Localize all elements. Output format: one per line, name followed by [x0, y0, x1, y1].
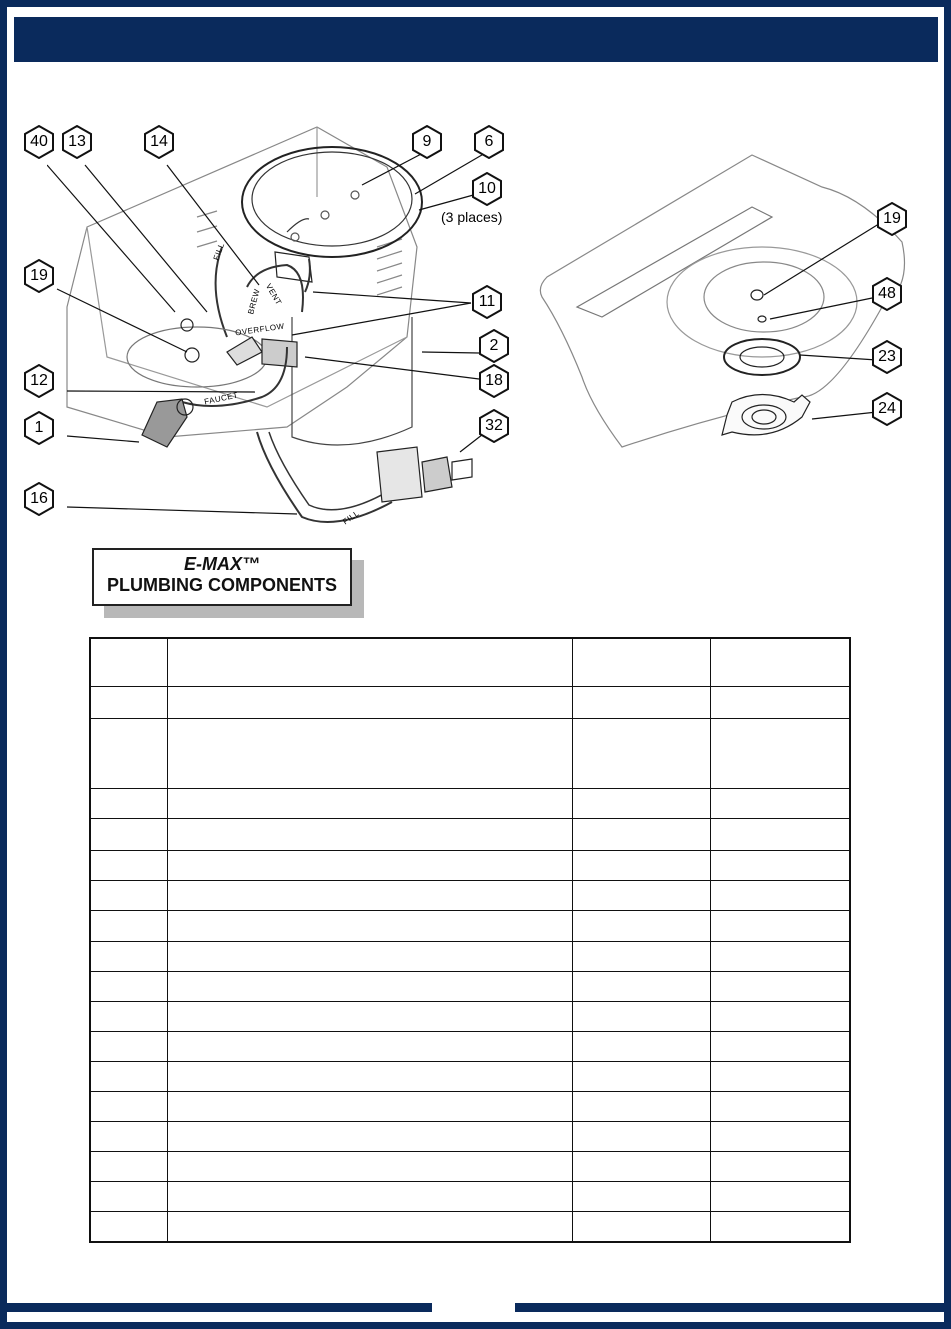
sprayhead-assembly-illustration — [532, 147, 912, 457]
table-row — [91, 1002, 849, 1032]
table-row — [91, 1182, 849, 1212]
callout-label: 14 — [150, 133, 168, 150]
callout-label: 11 — [478, 293, 496, 310]
callout-label: 13 — [68, 133, 86, 150]
callout-label: 1 — [34, 419, 44, 436]
callout-label: 48 — [878, 285, 896, 302]
callout-label: 19 — [30, 267, 48, 284]
callout-24 — [870, 392, 904, 426]
section-caption — [92, 548, 352, 606]
table-row — [91, 1152, 849, 1182]
callout-10 — [470, 172, 504, 206]
three-places-note: (3 places) — [441, 209, 503, 225]
table-row — [91, 1032, 849, 1062]
hose-label-fill-top: FILL — [211, 241, 227, 262]
table-row — [91, 911, 849, 942]
table-row — [91, 851, 849, 881]
hose-label-faucet: FAUCET — [203, 390, 240, 407]
callout-19-right — [875, 202, 909, 236]
callout-label: 16 — [30, 490, 48, 507]
callout-label: 10 — [478, 180, 496, 197]
callout-11 — [470, 285, 504, 319]
table-row — [91, 789, 849, 819]
callout-label: 23 — [878, 348, 896, 365]
table-row — [91, 1122, 849, 1152]
table-row — [91, 819, 849, 851]
table-row — [91, 942, 849, 972]
table-row — [91, 881, 849, 911]
callout-18 — [477, 364, 511, 398]
column-divider — [572, 639, 573, 1241]
callout-1 — [22, 411, 56, 445]
callout-2 — [477, 329, 511, 363]
table-row — [91, 972, 849, 1002]
hose-label-vent: VENT — [263, 282, 284, 307]
callout-12 — [22, 364, 56, 398]
callout-32 — [477, 409, 511, 443]
column-divider — [710, 639, 711, 1241]
callout-23 — [870, 340, 904, 374]
caption-title: PLUMBING COMPONENTS — [106, 575, 337, 595]
callout-label: 40 — [30, 133, 48, 150]
page-sheet — [7, 7, 944, 1322]
table-row — [91, 1092, 849, 1122]
callout-16 — [22, 482, 56, 516]
callout-14 — [142, 125, 176, 159]
footer-bar-right — [515, 1303, 944, 1312]
column-divider — [167, 639, 168, 1241]
callout-label: 2 — [489, 337, 499, 354]
callout-19-left — [22, 259, 56, 293]
caption-product: E-MAX™ — [184, 554, 260, 574]
callout-label: 6 — [484, 133, 494, 150]
callout-label: 32 — [485, 417, 503, 434]
hose-label-fill-bottom: FILL — [341, 508, 361, 527]
callout-label: 12 — [30, 372, 48, 389]
footer-bar-left — [7, 1303, 432, 1312]
hose-label-overflow: OVERFLOW — [234, 321, 286, 338]
callout-48 — [870, 277, 904, 311]
callout-label: 24 — [878, 400, 896, 417]
brewer-plumbing-illustration — [47, 107, 527, 547]
hose-label-brew: BREW — [246, 287, 262, 316]
callout-label: 19 — [883, 210, 901, 227]
table-header-row — [91, 639, 849, 687]
callout-13 — [60, 125, 94, 159]
callout-9 — [410, 125, 444, 159]
table-row — [91, 719, 849, 789]
header-bar — [14, 17, 938, 62]
table-row — [91, 687, 849, 719]
callout-6 — [472, 125, 506, 159]
callout-label: 9 — [422, 133, 432, 150]
callout-40 — [22, 125, 56, 159]
parts-table — [89, 637, 851, 1243]
callout-label: 18 — [485, 372, 503, 389]
table-row — [91, 1212, 849, 1241]
table-row — [91, 1062, 849, 1092]
